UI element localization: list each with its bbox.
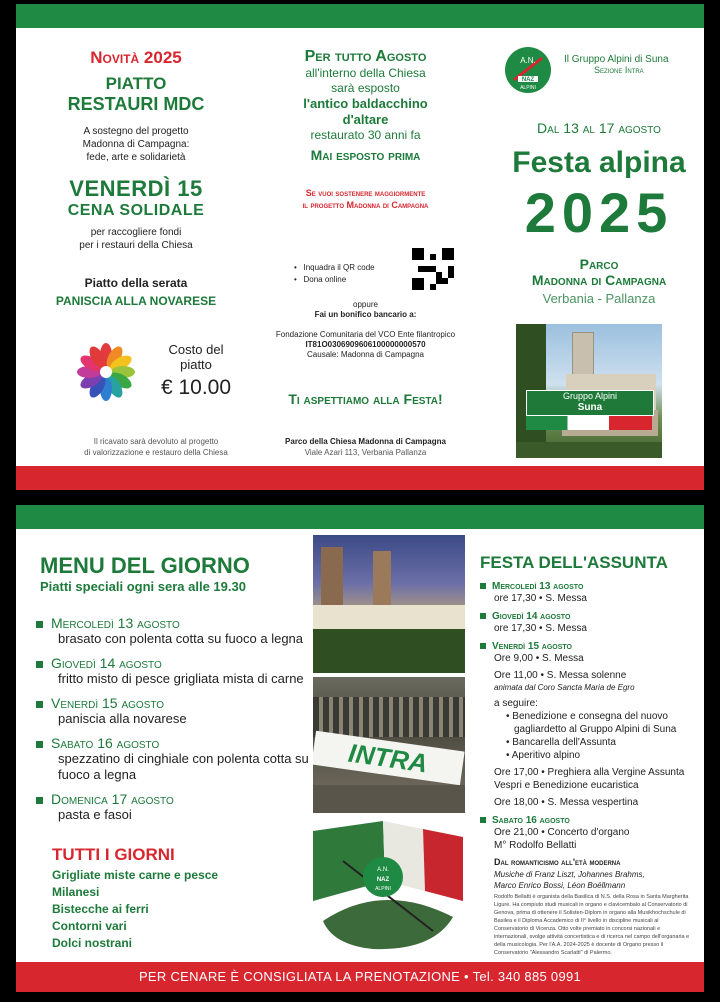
menu-list bbox=[36, 615, 311, 831]
svg-text:ALPINI: ALPINI bbox=[520, 85, 536, 91]
church-photo bbox=[516, 324, 662, 458]
luogo-text: Verbania - Pallanza bbox=[542, 291, 656, 306]
hat-flag-icon bbox=[313, 821, 465, 957]
piatto-heading: PIATTO bbox=[105, 74, 167, 93]
costo-value: € 10.00 bbox=[160, 376, 232, 399]
gruppo-block: Il Gruppo Alpini di Suna Sezione Intra bbox=[564, 54, 669, 75]
menu-item-venerdi: Venerdì 15 agosto paniscia alla novarese bbox=[36, 695, 311, 727]
footer-text: PER CENARE È CONSIGLIATA LA PRENOTAZIONE • Tel. 340 885 0991 bbox=[138, 969, 582, 984]
svg-text:ALPINI: ALPINI bbox=[375, 886, 391, 892]
menu-item-mercoledi: Mercoledì 13 agosto brasato con polenta cotta su fuoco a legna bbox=[36, 615, 311, 647]
footer-bar bbox=[16, 962, 704, 992]
svg-text:A.N.: A.N. bbox=[377, 867, 389, 873]
tutti-list: Grigliate miste carne e pesce Milanesi Bistecche ai ferri Contorni vari Dolci nostrani bbox=[52, 868, 219, 950]
bonifico-block: oppure Fai un bonifico bancario a: Fondazione Comunitaria del VCO Ente filantropico IT81O0306909606100000000570 Causale: Madonna di Campagna bbox=[275, 300, 456, 359]
costo-block: Costo del piatto € 10.00 bbox=[146, 342, 246, 400]
agosto-heading: Per tutto Agosto bbox=[304, 48, 427, 65]
green-stripe-top bbox=[16, 505, 704, 529]
menu-subtitle: Piatti speciali ogni sera alle 19.30 bbox=[40, 579, 246, 594]
sostegno-text: A sostegno del progetto Madonna di Campagna: fede, arte e solidarietà bbox=[82, 126, 190, 163]
paniscia-label: PANISCIA ALLA NOVARESE bbox=[55, 294, 217, 308]
menu-title: MENU DEL GIORNO bbox=[40, 553, 250, 578]
brochure-front bbox=[16, 4, 704, 490]
menu-item-sabato: Sabato 16 agosto spezzatino di cinghiale con polenta cotta su fuoco a legna bbox=[36, 735, 311, 783]
green-stripe-top bbox=[16, 4, 704, 28]
flower-logo-icon bbox=[76, 342, 136, 402]
intra-banner: INTRA bbox=[313, 731, 465, 786]
brochure-inside bbox=[16, 505, 704, 992]
cena-heading: CENA SOLIDALE bbox=[67, 202, 205, 219]
left-column bbox=[36, 48, 236, 308]
baldacchino-text: l'antico baldacchino bbox=[303, 96, 428, 111]
piatto-serata: Piatto della serata bbox=[84, 276, 188, 290]
red-stripe-bottom bbox=[16, 466, 704, 490]
alpini-logo-icon bbox=[504, 46, 552, 94]
ricavato-text: Il ricavato sarà devoluto al progetto di valorizzazione e restauro della Chiesa bbox=[84, 437, 228, 457]
venerdi-heading: VENERDÌ 15 bbox=[69, 176, 203, 201]
svg-text:NAZ: NAZ bbox=[521, 77, 535, 83]
mai-esposto: Mai esposto prima bbox=[310, 147, 421, 163]
alpini-flag-photo bbox=[313, 821, 465, 957]
tricolore-flags bbox=[526, 416, 652, 430]
middle-column: Per tutto Agosto all'interno della Chiesa sarà esposto l'antico baldacchino d'altare restaurato 30 anni fa Mai esposto prima Se vuoi sostenere maggiormente il progetto Madonna di Campagna bbox=[258, 48, 473, 211]
parco-title: Parco Madonna di Campagna bbox=[531, 256, 667, 288]
alpini-banner: Gruppo Alpini Suna bbox=[526, 390, 654, 416]
menu-item-domenica: Domenica 17 agosto pasta e fasoi bbox=[36, 791, 311, 823]
organist-bio: Rodolfo Bellatti è organista della Basilica di N.S. della Rosa in Santa Margherita Ligure. Ha compiuto studi musicali in organo e clavicembalo al Conservatorio di Genova, prima di ottenere il Solisten-Diplom in organo alla Musikhochschule di Basilea e il Diploma Accademico di II° livello in discipline musicali al Conservatorio di Vicenza. Otto volte premiato in concorsi nazionali e internazionali, svolge attività concertistica e di ricerca nel campo dell'organaria e della musicologia. Per l'A.A. 2024-2025 è docente di Organo presso il Conservatorio "Alessandro Scarlatti" di Palermo. bbox=[494, 894, 690, 956]
svg-text:A.N.: A.N. bbox=[520, 56, 536, 65]
restauri-heading: RESTAURI MDC bbox=[67, 94, 205, 114]
aspettiamo-text: Ti aspettiamo alla Festa! bbox=[288, 391, 443, 407]
qr-list: • Inquadra il QR code • Dona online bbox=[294, 263, 375, 284]
novita-heading: Novità 2025 bbox=[90, 48, 182, 67]
festa-title: Festa alpina bbox=[512, 146, 686, 179]
assunta-title: FESTA DELL'ASSUNTA bbox=[480, 553, 668, 572]
festa-year: 2025 bbox=[524, 181, 674, 244]
raccogliere-text: per raccogliere fondi per i restauri della Chiesa bbox=[79, 227, 193, 251]
assunta-program: Mercoledì 13 agosto ore 17,30 • S. Messa Giovedì 14 agosto ore 17,30 • S. Messa Venerdì 15 agosto Ore 9,00 • S. Messa Ore 11,00 • S. Messa solenne animata dal Coro Sancta Maria de Egro a seguire: • Benedizione e consegna del nuovo gagliardetto al Gruppo Alpini di Suna • Bancarella dell'Assunta • Aperitivo alpino Ore 17,00 • Preghiera alla Vergine Assunta Vespri e Benedizione eucaristica Ore 18,00 • S. Messa vespertina Sabato 16 agosto Ore 21,00 • Concerto d'organo M° Rodolfo Bellatti Dal romanticismo all'età moderna Musiche di Franz Liszt, Johannes Brahms, Marco Enrico Bossi, Léon Boëllmann Rodolfo Bellatti è organista della Basilica di N.S. della Rosa in Santa Margherita Ligure. Ha compiuto studi musicali in organo e clavicembalo al Conservatorio di Genova, prima di ottenere il Solisten-Diplom in organo alla Musikhochschule di Basilea e il Diploma Accademico di II° livello in discipline musicali al Conservatorio di Vicenza. Otto volte premiato in concorsi nazionali e internazionali, svolge attività concertistica e di ricerca nel campo dell'organaria e della musicologia. Per l'A.A. 2024-2025 è docente di Organo presso il Conservatorio "Alessandro Scarlatti" di Palermo. bbox=[480, 581, 694, 957]
sostenere-text: Se vuoi sostenere maggiormente il progetto Madonna di Campagna bbox=[302, 188, 429, 210]
svg-text:NAZ: NAZ bbox=[376, 877, 390, 883]
date-range: Dal 13 al 17 agosto bbox=[537, 120, 661, 136]
qr-code-icon[interactable] bbox=[412, 248, 454, 290]
menu-item-giovedi: Giovedì 14 agosto fritto misto di pesce grigliata mista di carne bbox=[36, 655, 311, 687]
parco-address: Parco della Chiesa Madonna di Campagna Viale Azari 113, Verbania Pallanza bbox=[285, 437, 446, 457]
evening-party-photo bbox=[313, 535, 465, 673]
intra-parade-photo bbox=[313, 677, 465, 813]
tutti-title: TUTTI I GIORNI bbox=[52, 845, 175, 864]
